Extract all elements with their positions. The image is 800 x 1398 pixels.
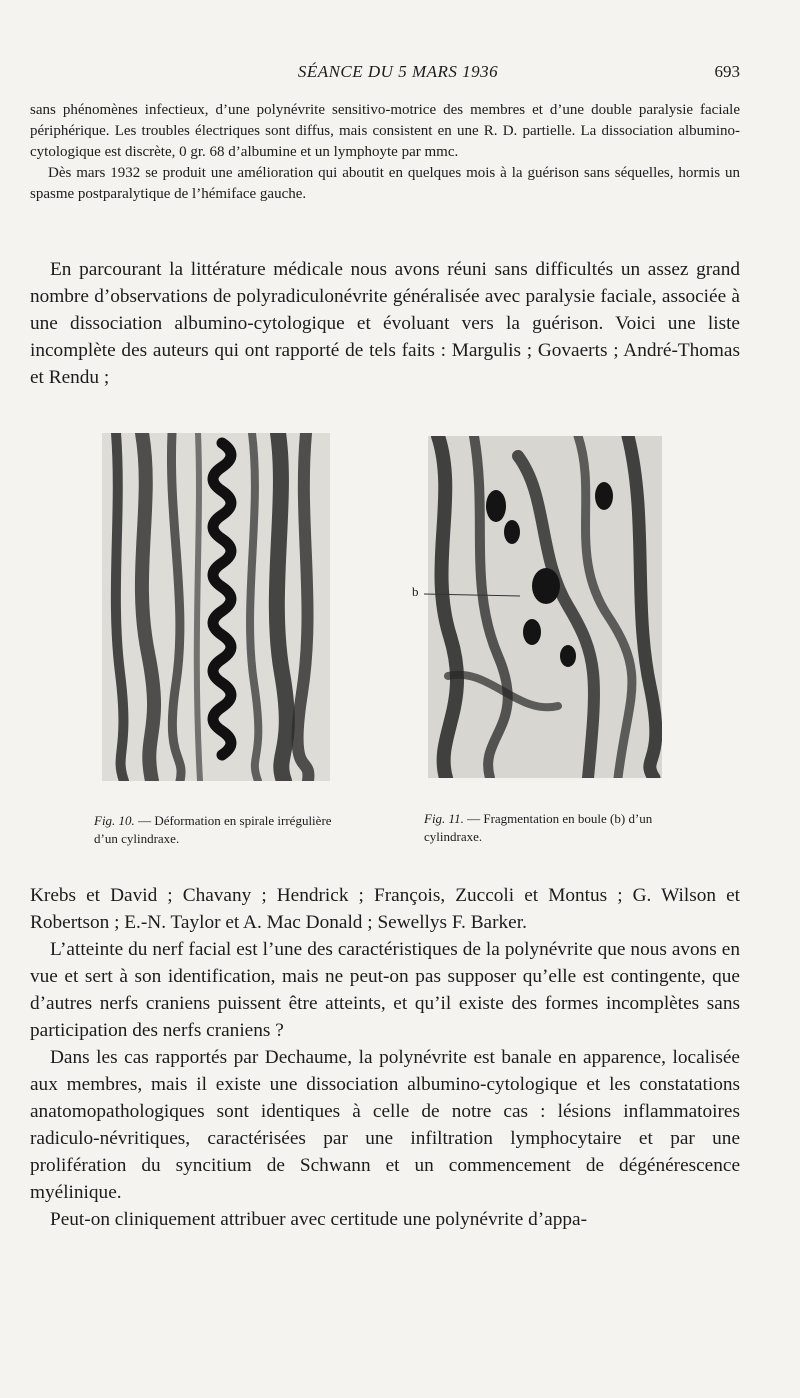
- figure-10-text: Déformation en spirale irrégulière d’un cylindraxe.: [94, 813, 332, 846]
- figure-11-micrograph: [428, 436, 662, 778]
- figure-10-caption: [94, 812, 344, 848]
- main-paragraph-3: L’atteinte du nerf facial est l’une des caractéristiques de la polynévrite que nous avons en vue et sert à son identification, mais ne peut-on pas supposer qu’elle est contingente, que d’autres nerfs craniens puissent être atteints, et qu’il existe des formes incomplètes sans participation des nerfs craniens ?: [30, 939, 740, 1041]
- figure-11-pointer-line: [424, 592, 524, 598]
- small-paragraph-2: Dès mars 1932 se produit une amélioration qui aboutit en quelques mois à la guérison sans séquelles, hormis un spasme postparalytique de l’hémiface gauche.: [30, 165, 740, 202]
- figure-11-text: Fragmentation en boule (b) d’un cylindraxe.: [424, 811, 653, 844]
- figure-10-dash: —: [134, 813, 155, 828]
- figure-11-caption: [424, 810, 684, 846]
- small-paragraph-1: sans phénomènes infectieux, d’une polynévrite sensitivo-motrice des membres et d’une double paralysie faciale périphérique. Les troubles électriques sont diffus, mais consistent en une R. D. partielle. La dissociation albumino-cytologique est discrète, 0 gr. 68 d’albumine et un lymphoyte par mmc.: [30, 102, 740, 160]
- page-number: 693: [714, 62, 740, 81]
- main-paragraph-4: Dans les cas rapportés par Dechaume, la polynévrite est banale en apparence, localisée aux membres, mais il existe une dissociation albumino-cytologique et les constatations anatomopathologiques sont identiques à celle de notre cas : lésions inflammatoires radiculo-névritiques, caractérisées par une infiltration lymphocytaire et par une prolifération du syncitium de Schwann et un commencement de dégénérescence myélinique.: [30, 1047, 740, 1203]
- figure-11-pointer-letter: b: [412, 584, 419, 599]
- main-text-bottom: [30, 882, 740, 1233]
- figure-11-label: Fig. 11.: [424, 811, 464, 826]
- running-head: SÉANCE DU 5 MARS 1936: [297, 62, 499, 81]
- case-continuation: [30, 100, 740, 205]
- main-paragraph-2: Krebs et David ; Chavany ; Hendrick ; François, Zuccoli et Montus ; G. Wilson et Robertson ; E.-N. Taylor et A. Mac Donald ; Sewellys F. Barker.: [30, 885, 740, 933]
- page-header: [56, 62, 740, 86]
- main-paragraph-5: Peut-on cliniquement attribuer avec certitude une polynévrite d’appa-: [50, 1209, 587, 1230]
- figure-10-micrograph: [102, 433, 330, 781]
- figure-11-dash: —: [463, 811, 484, 826]
- figure-10-label: Fig. 10.: [94, 813, 135, 828]
- main-paragraph-1: En parcourant la littérature médicale nous avons réuni sans difficultés un assez grand nombre d’observations de polyradiculonévrite généralisée avec paralysie faciale, associée à une dissociation albumino-cytologique et évoluant vers la guérison. Voici une liste incomplète des auteurs qui ont rapporté de tels faits : Margulis ; Govaerts ; André-Thomas et Rendu ;: [30, 259, 740, 388]
- main-text-top: [30, 256, 740, 391]
